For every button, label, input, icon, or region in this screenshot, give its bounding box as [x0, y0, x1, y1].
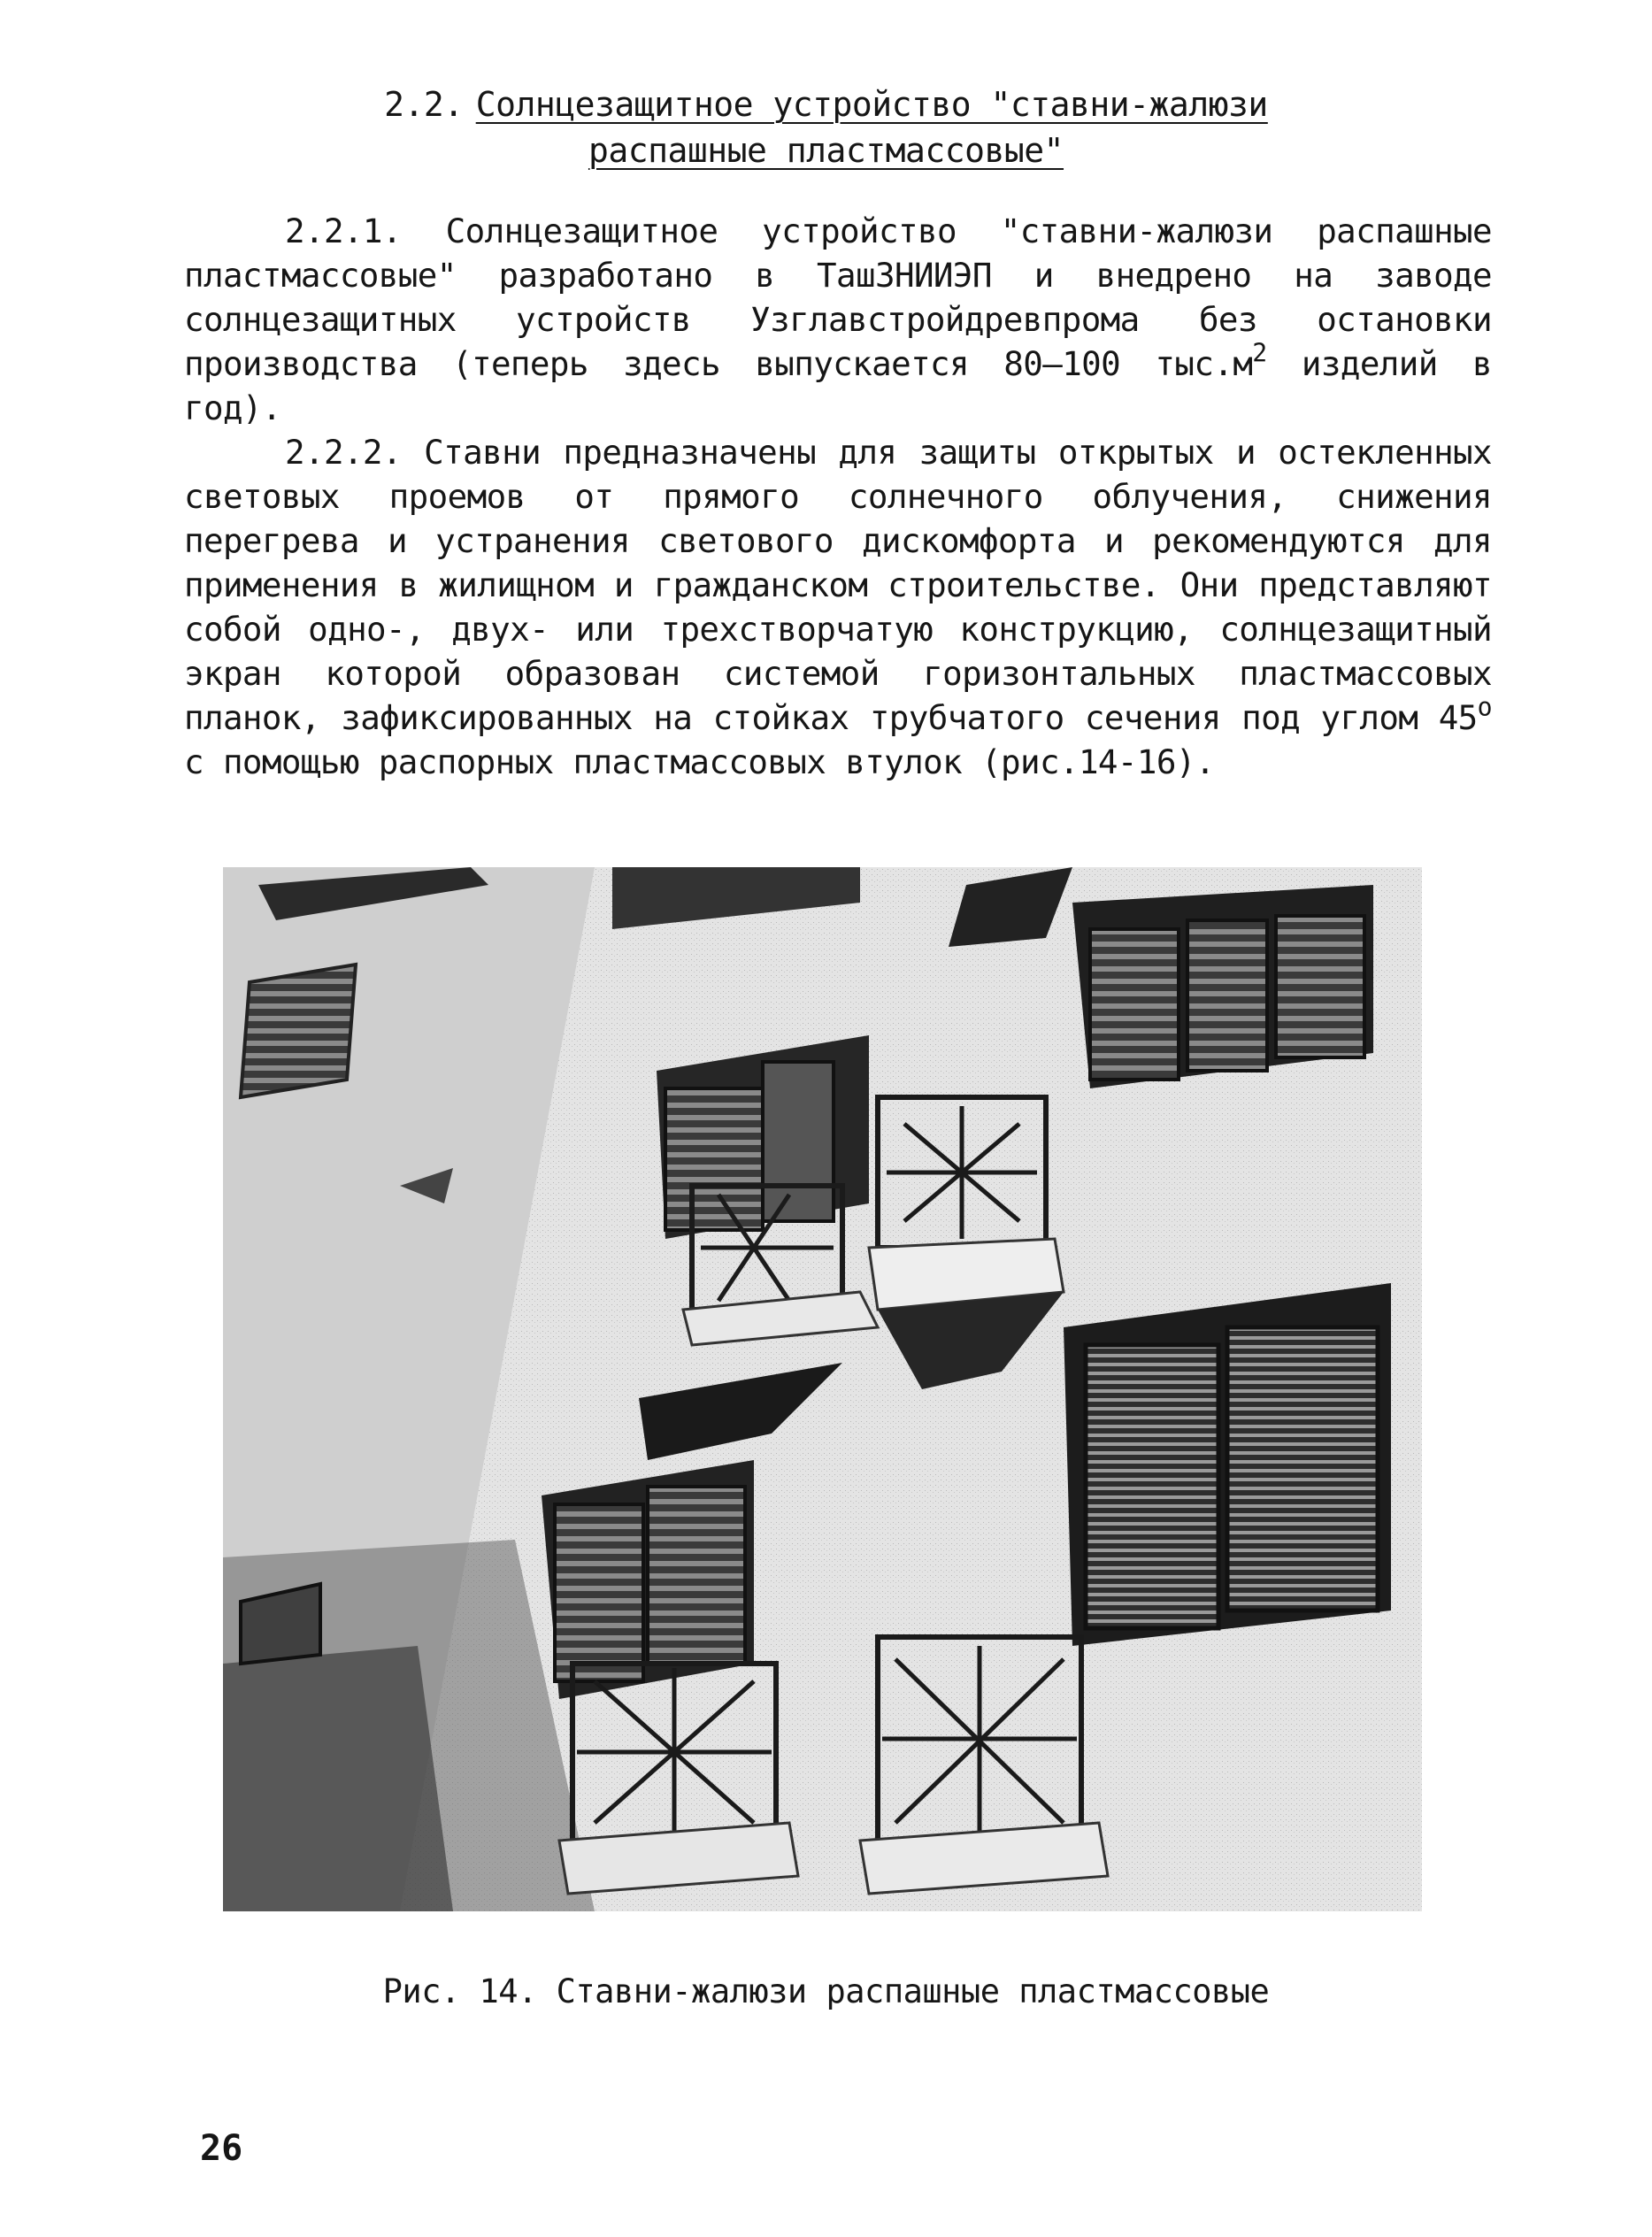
paragraph-2-2-2: [184, 430, 1492, 784]
facade-illustration: [223, 867, 1422, 1911]
paragraph-2-2-1: [184, 209, 1492, 430]
paragraph-tail: изделий в год).: [184, 344, 1492, 427]
superscript: о: [1477, 692, 1492, 722]
section-number: 2.2.: [384, 85, 464, 124]
paragraph-text: 2.2.2. Ставни предназначены для защиты открытых и остекленных световых проемов от прямого солнечного облучения, снижения перегрева и устранения светового дискомфорта и рекомендуются для применения в жилищном и гражданском строительстве. Они представляют собой одно-, двух- или трехстворчатую конструкцию, солнцезащитный экран которой образован системой горизонтальных пластмассовых планок, зафиксированных на стойках трубчатого сечения под углом 45: [184, 433, 1492, 737]
section-heading-line2: [0, 127, 1652, 173]
body-text: [184, 209, 1492, 784]
section-title-line2: распашные пластмассовые": [588, 131, 1064, 170]
page-number: 26: [200, 2128, 243, 2169]
section-heading-line1: [0, 81, 1652, 127]
figure-caption: Рис. 14. Ставни-жалюзи распашные пластмассовые: [382, 1972, 1270, 2010]
paragraph-tail: с помощью распорных пластмассовых втулок (рис.14-16).: [184, 742, 1215, 781]
superscript: 2: [1252, 338, 1267, 368]
building-facade-photo: [223, 867, 1422, 1911]
section-heading: [0, 81, 1652, 173]
paragraph-text: 2.2.1. Солнцезащитное устройство "ставни-жалюзи распашные пластмассовые" разработано в ТашЗНИИЭП и внедрено на заводе солнцезащитных устройств Узглавстройдревпрома без остановки производства (теперь здесь выпускается 80–100 тыс.м: [184, 211, 1492, 383]
section-title-line1: Солнцезащитное устройство "ставни-жалюзи: [475, 85, 1268, 124]
